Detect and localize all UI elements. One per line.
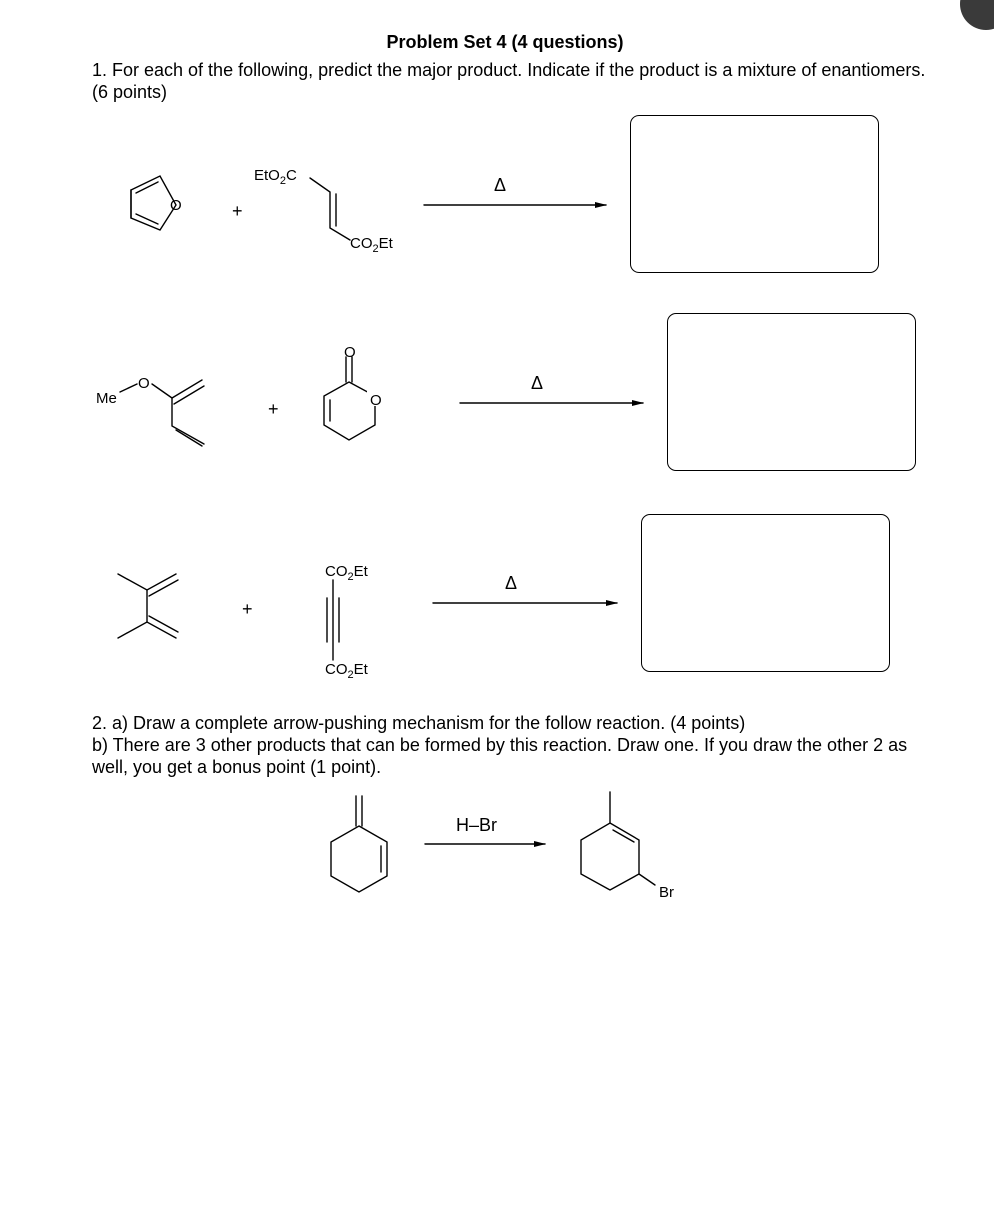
reaction-3-condition: Δ: [505, 573, 518, 593]
ring-oxygen-label: O: [370, 392, 382, 409]
question-1-prompt: 1. For each of the following, predict the major product. Indicate if the product is a mixture of enantiomers. (6 points): [92, 60, 926, 102]
alkyne-top-label: $CO_2Et$: [325, 563, 368, 583]
reaction-2-condition: Δ: [531, 373, 544, 393]
reaction-1-condition: Δ: [494, 175, 507, 195]
bromo-methylcyclohexene-structure: [581, 792, 655, 890]
ester-bottom-label: $CO_2Et$: [350, 235, 393, 255]
question-2a-text: 2. a) Draw a complete arrow-pushing mechanism for the follow reaction. (4 points): [92, 713, 746, 733]
ether-oxygen-label: O: [138, 375, 150, 392]
methylenecyclohexene-structure: [331, 796, 387, 892]
reaction-1: [131, 176, 606, 240]
bromine-label: Br: [659, 884, 674, 901]
diethyl-fumarate-structure: [310, 178, 350, 240]
ester-top-label: EtO$_2$C: [254, 167, 297, 187]
methyl-label: Me: [96, 390, 117, 407]
question-2-reaction: [331, 792, 655, 892]
reaction-3: [118, 574, 617, 660]
furan-oxygen-label: O: [170, 197, 182, 214]
dimethylbutadiene-structure: [118, 574, 178, 638]
alkyne-bottom-label: $CO_2Et$: [325, 661, 368, 681]
reaction-3-plus: +: [242, 599, 253, 619]
question-2-reagent: H–Br: [456, 815, 498, 835]
diethyl-acetylenedicarboxylate-structure: [327, 580, 339, 660]
reaction-1-plus: +: [232, 201, 243, 221]
question-2b-text: b) There are 3 other products that can be formed by this reaction. Draw one. If you draw the other 2 as well, you get a bonus point (1 point).: [92, 735, 908, 777]
reaction-2-plus: +: [268, 399, 279, 419]
page-title: Problem Set 4 (4 questions): [386, 32, 624, 52]
methoxy-diene-structure: [120, 380, 204, 446]
carbonyl-oxygen-label: O: [344, 344, 356, 361]
